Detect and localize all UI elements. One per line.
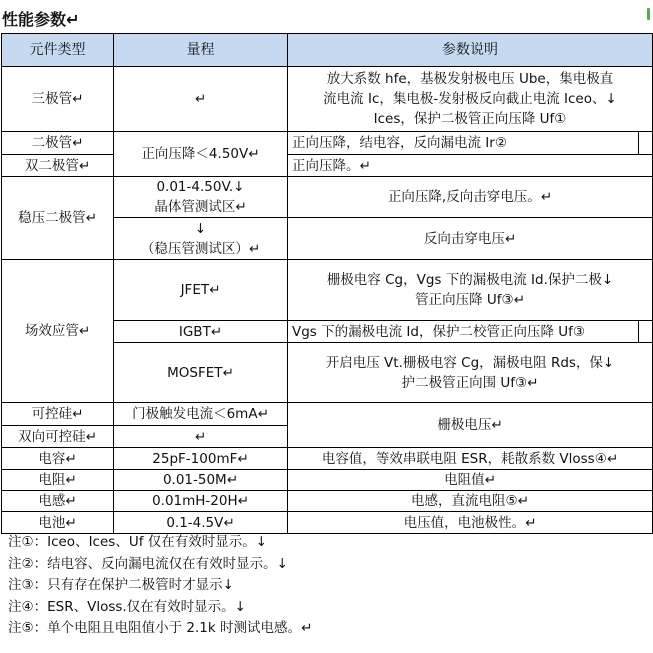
desc-cell: Vgs 下的漏极电流 Id，保护二校管正向压降 Uf③ [288,321,639,343]
note-item: 注⑤：单个电阻且电阻值小于 2.1k 时测试电感。↵ [8,620,313,636]
type-cell: 稳压二极管↵ [2,177,114,260]
header-parameter-description: 参数说明 [288,34,653,67]
range-cell: 正向压降＜4.50V↵ [114,132,288,177]
table-row [2,67,653,132]
type-cell: 电感↵ [2,491,114,512]
desc-line: 流电流 Ic，集电极-发射极反向截止电流 Iceo、↓ [323,91,617,107]
range-line: ↓ [194,220,207,237]
range-cell [114,177,288,218]
range-cell: JFET↵ [114,260,288,321]
range-cell: 0.1-4.5V↵ [114,512,288,534]
desc-cell: 电阻值↵ [288,470,653,491]
desc-cell [288,67,653,132]
table-row [2,260,653,321]
range-line: （稳压管测试区）↵ [140,240,261,257]
type-cell: 场效应管↵ [2,260,114,403]
desc-cell: 反向击穿电压↵ [288,218,653,260]
desc-line: 开启电压 Vt.栅极电容 Cg，漏极电阻 Rds，保↓ [325,354,615,371]
range-cell: 25pF-100mF↵ [114,448,288,470]
desc-cell: 正向压降，结电容，反向漏电流 Ir② [288,132,639,155]
desc-cell: 电压值，电池极性。↵ [288,512,653,534]
range-cell: IGBT↵ [114,321,288,343]
type-cell: 二极管↵ [2,132,114,155]
range-cell: 0.01mH-20H↵ [114,491,288,512]
note-item: 注④：ESR、Vloss.仅在有效时显示。↓ [8,598,246,615]
range-cell: ↵ [114,426,288,448]
empty-cell [639,132,653,155]
desc-line: 护二极管正向围 Uf③↵ [401,374,539,391]
range-line: 晶体管测试区↵ [154,199,247,215]
desc-line: Ices，保护二极管正向压降 Uf① [373,111,567,127]
range-cell: ↵ [114,67,288,132]
range-line: 0.01-4.50V.↓ [156,179,245,195]
type-cell: 电池↵ [2,512,114,534]
desc-line: 栅极电容 Cg，Vgs 下的漏极电流 Id.保护二极↓ [326,272,614,288]
desc-cell [288,343,653,403]
header-range: 量程 [114,34,288,67]
desc-cell: 正向压降,反向击穿电压。↵ [288,177,653,218]
type-cell: 电阻↵ [2,470,114,491]
note-item: 注③：只有存在保护二极管时才显示↓ [8,577,234,593]
type-cell: 双向可控硅↵ [2,426,114,448]
range-cell: 门极触发电流＜6mA↵ [114,403,288,426]
desc-cell: 电感，直流电阻⑤↵ [288,491,653,512]
type-cell: 三极管↵ [2,67,114,132]
desc-cell: 栅极电压↵ [288,403,653,448]
table-row [2,155,653,177]
desc-cell: 电容值，等效串联电阻 ESR，耗散系数 Vloss④↵ [288,448,653,470]
table-header-row [2,34,653,67]
table-row [2,512,653,534]
table-row [2,403,653,426]
empty-cell [639,321,653,343]
table-row [2,448,653,470]
header-component-type: 元件类型 [2,34,114,67]
table-row [2,491,653,512]
spec-table [1,33,653,534]
table-row [2,132,653,155]
table-row [2,470,653,491]
type-cell: 电容↵ [2,448,114,470]
desc-cell [288,260,653,321]
note-item: 注①：Iceo、Ices、Uf 仅在有效时显示。↓ [8,534,268,550]
range-cell [114,218,288,260]
desc-line: 放大系数 hfe，基极发射极电压 Ube，集电极直 [326,71,614,87]
table-row [2,177,653,218]
desc-line: 管正向压降 Uf③↵ [415,292,525,308]
type-cell: 双二极管↵ [2,155,114,177]
note-item: 注②：结电容、反向漏电流仅在有效时显示。↓ [8,555,288,572]
type-cell: 可控硅↵ [2,403,114,426]
range-cell: MOSFET↵ [114,343,288,403]
range-cell: 0.01-50M↵ [114,470,288,491]
green-marker [647,8,650,20]
notes-list [8,532,312,640]
desc-cell: 正向压降。↵ [288,155,653,177]
page-title: 性能参数↵ [2,10,80,29]
